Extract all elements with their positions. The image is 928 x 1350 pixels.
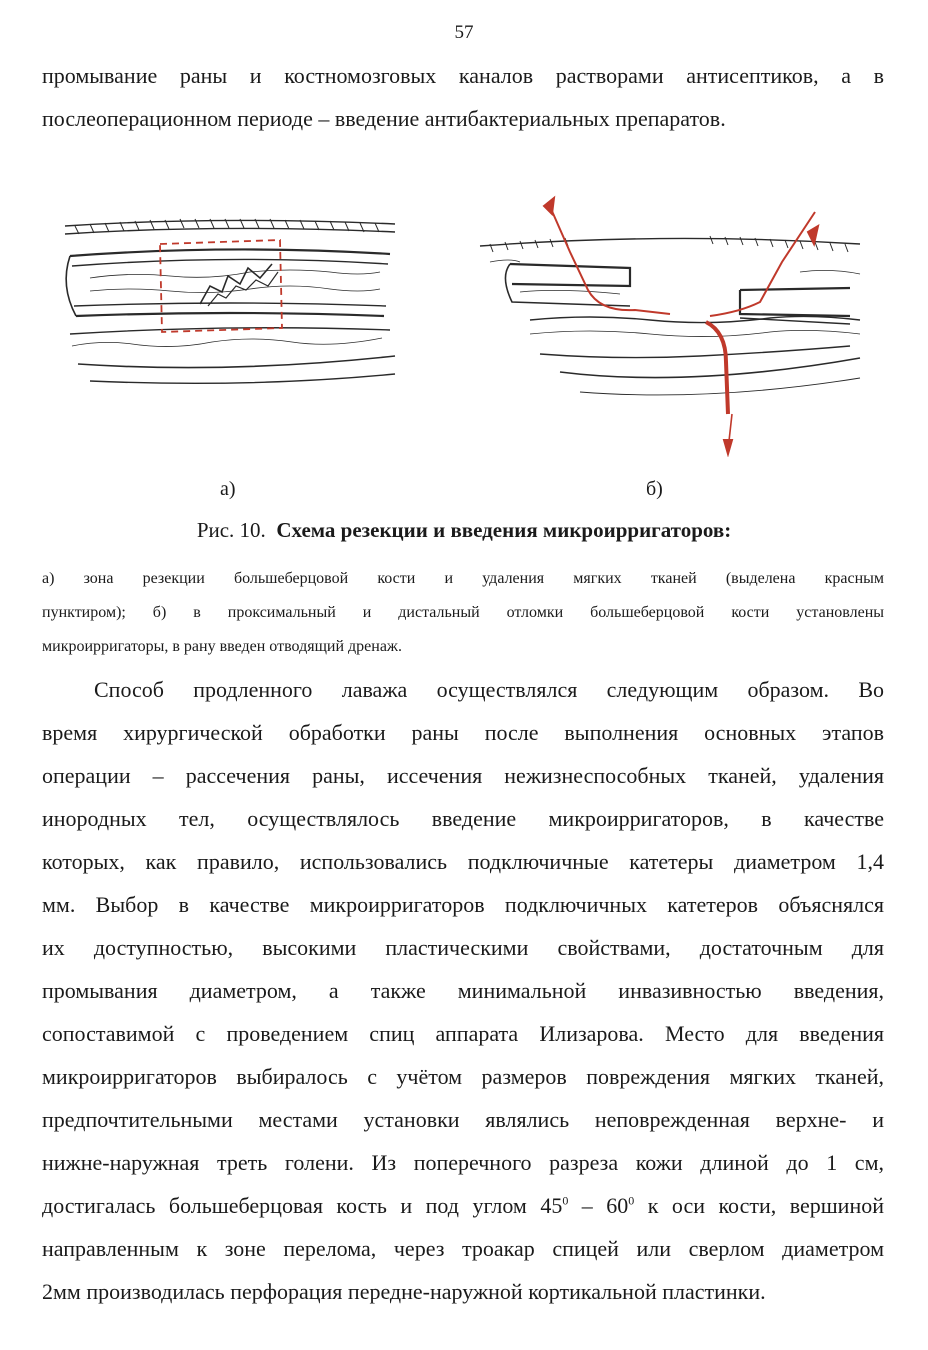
body-line: время хирургической обработки раны после выполнения основных этапов	[42, 720, 884, 745]
line13-post: к оси кости, вершиной	[634, 1193, 885, 1218]
figure-a-illustration	[50, 206, 400, 386]
body-line: промывания диаметром, а также минимальной инвазивностью введения,	[42, 978, 884, 1003]
figure-legend	[42, 562, 884, 664]
figure-caption	[0, 518, 928, 543]
intro-line: промывание раны и костномозговых каналов растворами антисептиков, а в	[42, 63, 884, 88]
figure-b-illustration	[470, 192, 870, 457]
body-line: сопоставимой с проведением спиц аппарата Илизарова. Место для введения	[42, 1021, 884, 1046]
body-line: предпочтительными местами установки являлись неповрежденная верхне- и	[42, 1107, 884, 1132]
body-line: которых, как правило, использовались подключичные катетеры диаметром 1,4	[42, 849, 884, 874]
caption-title: Схема резекции и введения микроирригаторов:	[276, 518, 732, 542]
degree-sup: 0	[562, 1193, 569, 1208]
body-paragraph	[42, 668, 884, 1313]
caption-number: Рис. 10.	[196, 518, 266, 542]
body-line: микроирригаторов выбиралось с учётом размеров повреждения мягких тканей,	[42, 1064, 884, 1089]
line13-pre: достигалась большеберцовая кость и под углом 45	[42, 1193, 563, 1218]
body-line: 2мм производилась перфорация передне-наружной кортикальной пластинки.	[42, 1279, 766, 1304]
figure-10	[40, 192, 888, 462]
legend-line: а) зона резекции большеберцовой кости и удаления мягких тканей (выделена красным	[42, 570, 884, 587]
figure-label-a: а)	[220, 478, 236, 500]
body-line: нижне-наружная треть голени. Из поперечного разреза кожи длиной до 1 см,	[42, 1150, 884, 1175]
body-line: Способ продленного лаважа осуществлялся следующим образом. Во	[94, 677, 884, 702]
body-line: мм. Выбор в качестве микроирригаторов подключичных катетеров объяснялся	[42, 892, 884, 917]
intro-line: послеоперационном периоде – введение антибактериальных препаратов.	[42, 106, 726, 131]
legend-line: пунктиром); б) в проксимальный и дистальный отломки большеберцовой кости установлены	[42, 604, 884, 621]
body-line: направленным к зоне перелома, через троакар спицей или сверлом диаметром	[42, 1236, 884, 1261]
line13-mid: – 60	[568, 1193, 629, 1218]
degree-sup: 0	[628, 1193, 635, 1208]
body-line-angle	[42, 1184, 884, 1227]
legend-line: микроирригаторы, в рану введен отводящий дренаж.	[42, 638, 402, 655]
intro-paragraph	[42, 54, 884, 140]
page-number: 57	[454, 22, 474, 43]
body-line: инородных тел, осуществлялось введение микроирригаторов, в качестве	[42, 806, 884, 831]
body-line: операции – рассечения раны, иссечения нежизнеспособных тканей, удаления	[42, 763, 884, 788]
figure-label-b: б)	[646, 478, 663, 500]
body-line: их доступностью, высокими пластическими свойствами, достаточным для	[42, 935, 884, 960]
